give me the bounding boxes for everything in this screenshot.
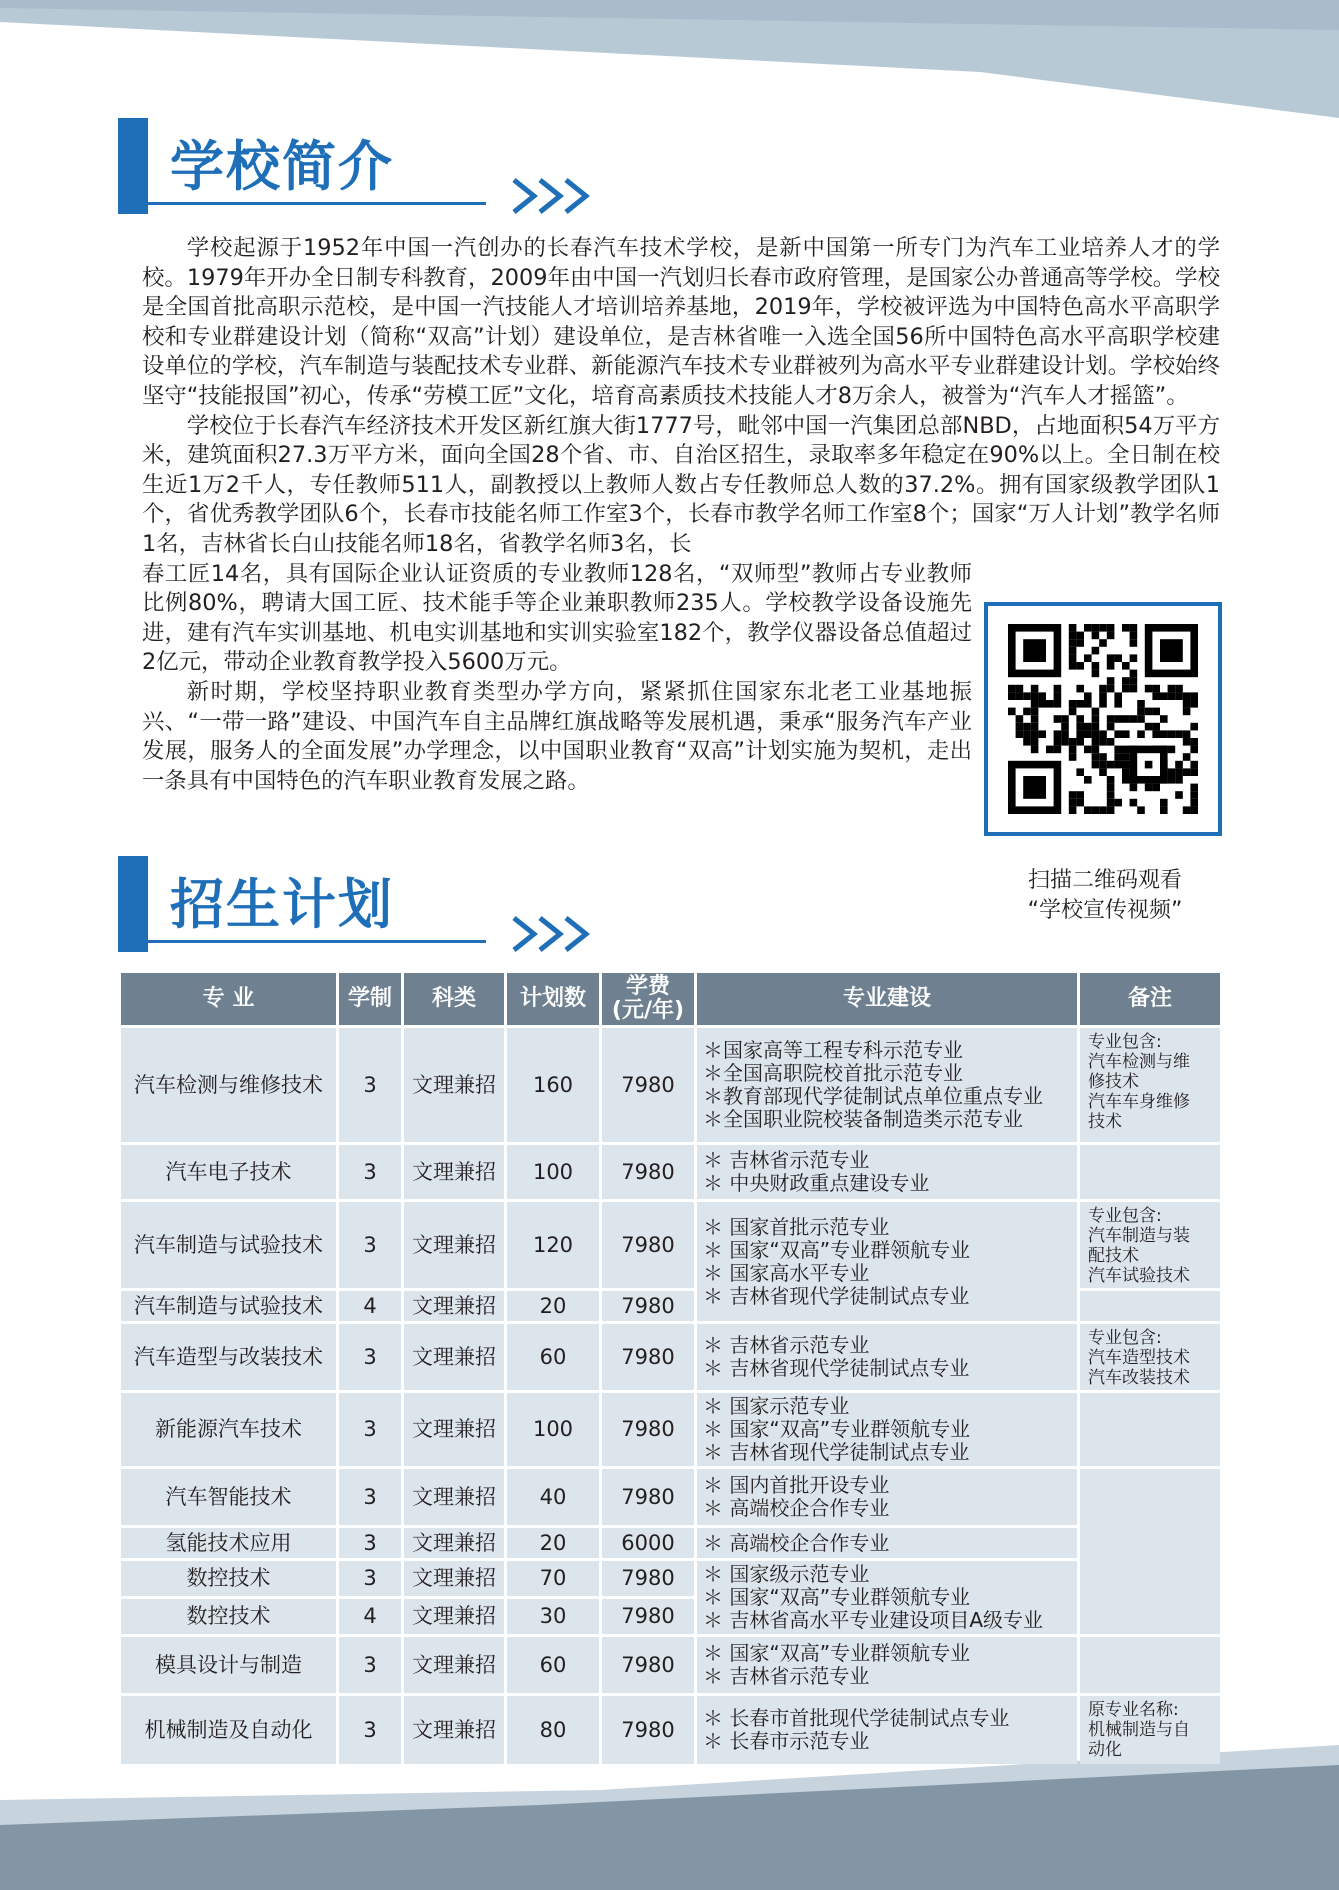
feature-item: ＊ 国家级示范专业	[703, 1562, 870, 1586]
cell-fee: 7980	[602, 1202, 694, 1288]
intro-paragraph-3: 新时期，学校坚持职业教育类型办学方向，紧紧抓住国家东北老工业基地振兴、“一带一路”建设、中国汽车自主品牌红旗战略等发展机遇，秉承“服务汽车产业发展，服务人的全面发展”办学理念，以中国职业教育“双高”计划实施为契机，走出一条具有中国特色的汽车职业教育发展之路。	[142, 678, 972, 794]
chevrons-icon	[394, 908, 614, 960]
feature-item: ＊ 吉林省现代学徒制试点专业	[703, 1440, 970, 1464]
section-bar	[118, 118, 148, 214]
feature-item: ＊国家高等工程专科示范专业	[703, 1038, 963, 1062]
table-row	[121, 1202, 1220, 1288]
section-title: 学校简介	[170, 135, 394, 198]
cell-construction	[697, 1528, 1077, 1558]
feature-item: ＊ 国家“双高”专业群领航专业	[703, 1585, 971, 1609]
cell-years: 3	[339, 1202, 401, 1288]
cell-major: 新能源汽车技术	[121, 1393, 336, 1466]
cell-major: 模具设计与制造	[121, 1637, 336, 1693]
cell-category: 文理兼招	[404, 1561, 504, 1596]
cell-category: 文理兼招	[404, 1637, 504, 1693]
cell-plan: 160	[507, 1028, 599, 1142]
table-row	[121, 1469, 1220, 1525]
cell-plan: 80	[507, 1696, 599, 1764]
cell-years: 3	[339, 1145, 401, 1199]
feature-item: ＊教育部现代学徒制试点单位重点专业	[703, 1084, 1043, 1108]
feature-item: ＊ 国家示范专业	[703, 1394, 850, 1418]
note-line: 修技术	[1088, 1072, 1139, 1092]
cell-notes	[1080, 1324, 1220, 1390]
cell-years: 3	[339, 1637, 401, 1693]
cell-fee: 7980	[602, 1637, 694, 1693]
cell-major: 汽车造型与改装技术	[121, 1324, 336, 1390]
feature-item: ＊ 国内首批开设专业	[703, 1473, 890, 1497]
cell-years: 3	[339, 1469, 401, 1525]
note-line: 汽车改装技术	[1088, 1368, 1190, 1388]
cell-category: 文理兼招	[404, 1145, 504, 1199]
note-line: 动化	[1088, 1740, 1122, 1760]
table-row	[121, 1145, 1220, 1199]
table-row	[121, 1696, 1220, 1764]
note-line: 汽车车身维修	[1088, 1092, 1190, 1112]
feature-item: ＊全国高职院校首批示范专业	[703, 1061, 963, 1085]
cell-construction	[697, 1637, 1077, 1693]
cell-fee: 7980	[602, 1291, 694, 1321]
cell-major: 汽车制造与试验技术	[121, 1202, 336, 1288]
qr-caption-line2: “学校宣传视频”	[1027, 898, 1183, 923]
note-line: 专业包含:	[1088, 1206, 1162, 1226]
header-major: 专 业	[121, 973, 336, 1025]
cell-category: 文理兼招	[404, 1599, 504, 1634]
cell-major: 机械制造及自动化	[121, 1696, 336, 1764]
feature-item: ＊ 长春市首批现代学徒制试点专业	[703, 1706, 1010, 1730]
feature-item: ＊全国职业院校装备制造类示范专业	[703, 1107, 1023, 1131]
table-row	[121, 1528, 1220, 1558]
qr-caption	[990, 866, 1220, 926]
feature-item: ＊ 长春市示范专业	[703, 1729, 870, 1753]
cell-fee: 7980	[602, 1028, 694, 1142]
cell-construction	[697, 1561, 1077, 1634]
feature-item: ＊ 国家首批示范专业	[703, 1214, 890, 1239]
table-row	[121, 1637, 1220, 1693]
cell-fee: 7980	[602, 1145, 694, 1199]
cell-years: 3	[339, 1528, 401, 1558]
intro-paragraph-2-cont: 春工匠14名，具有国际企业认证资质的专业教师128名，“双师型”教师占专业教师比例80%，聘请大国工匠、技术能手等企业兼职教师235人。学校教学设备设施先进，建有汽车实训基地、机电实训基地和实训实验室182个，教学仪器设备总值超过2亿元，带动企业教育教学投入5600万元。	[142, 560, 972, 676]
table-row	[121, 1028, 1220, 1142]
intro-paragraph-1	[142, 234, 1220, 412]
cell-fee: 7980	[602, 1561, 694, 1596]
cell-notes	[1080, 1028, 1220, 1142]
intro-narrow-block	[142, 560, 972, 797]
qr-code-frame[interactable]	[984, 602, 1222, 836]
cell-construction	[697, 1028, 1077, 1142]
cell-plan: 120	[507, 1202, 599, 1288]
cell-category: 文理兼招	[404, 1696, 504, 1764]
cell-years: 3	[339, 1324, 401, 1390]
note-line: 机械制造与自	[1088, 1720, 1190, 1740]
cell-plan: 30	[507, 1599, 599, 1634]
cell-plan: 20	[507, 1291, 599, 1321]
feature-item: ＊ 国家“双高”专业群领航专业	[703, 1417, 971, 1441]
cell-fee: 7980	[602, 1324, 694, 1390]
cell-notes	[1080, 1637, 1220, 1693]
enrollment-table	[118, 970, 1223, 1767]
cell-category: 文理兼招	[404, 1202, 504, 1288]
header-fee-line1: 学费	[625, 974, 670, 999]
cell-plan: 60	[507, 1324, 599, 1390]
cell-notes	[1080, 1202, 1220, 1288]
cell-major: 氢能技术应用	[121, 1528, 336, 1558]
cell-plan: 60	[507, 1637, 599, 1693]
cell-fee: 6000	[602, 1528, 694, 1558]
feature-item: ＊ 吉林省示范专业	[703, 1333, 870, 1357]
cell-construction	[697, 1696, 1077, 1764]
section-header-intro	[118, 118, 518, 218]
table-header-row	[121, 973, 1220, 1025]
cell-fee: 7980	[602, 1696, 694, 1764]
header-years: 学制	[339, 973, 401, 1025]
feature-item: ＊ 高端校企合作专业	[703, 1530, 890, 1555]
chevrons-icon	[394, 170, 614, 222]
note-line: 汽车检测与维	[1088, 1052, 1190, 1072]
cell-plan: 100	[507, 1393, 599, 1466]
table-row	[121, 1324, 1220, 1390]
cell-category: 文理兼招	[404, 1324, 504, 1390]
section-title: 招生计划	[170, 873, 394, 936]
note-line: 汽车试验技术	[1088, 1266, 1190, 1286]
cell-years: 3	[339, 1561, 401, 1596]
feature-item: ＊ 中央财政重点建设专业	[703, 1171, 930, 1195]
cell-category: 文理兼招	[404, 1528, 504, 1558]
feature-item: ＊ 高端校企合作专业	[703, 1496, 890, 1520]
feature-item: ＊ 国家“双高”专业群领航专业	[703, 1641, 971, 1665]
section-bar	[118, 856, 148, 952]
intro-paragraph-2: 学校位于长春汽车经济技术开发区新红旗大街1777号，毗邻中国一汽集团总部NBD，占地面积54万平方米，建筑面积27.3万平方米，面向全国28个省、市、自治区招生，录取率多年稳定在90%以上。全日制在校生近1万2千人，专任教师511人，副教授以上教师人数占专任教师总人数的37.2%。拥有国家级教学团队1个，省优秀教学团队6个，长春市技能名师工作室3个，长春市教学名师工作室8个；国家“万人计划”教学名师1名，吉林省长白山技能名师18名，省教学名师3名，长	[142, 412, 1220, 557]
header-category: 科类	[404, 973, 504, 1025]
note-line: 汽车造型技术	[1088, 1348, 1190, 1368]
cell-notes	[1080, 1696, 1220, 1764]
feature-item: ＊ 吉林省高水平专业建设项目A级专业	[703, 1608, 1044, 1632]
cell-major: 汽车制造与试验技术	[121, 1291, 336, 1321]
feature-item: ＊ 吉林省示范专业	[703, 1664, 870, 1688]
feature-item: ＊ 国家高水平专业	[703, 1260, 870, 1285]
qr-code-icon	[1006, 624, 1200, 814]
cell-major: 汽车检测与维修技术	[121, 1028, 336, 1142]
cell-plan: 100	[507, 1145, 599, 1199]
cell-category: 文理兼招	[404, 1028, 504, 1142]
qr-caption-line1: 扫描二维码观看	[1027, 868, 1182, 893]
cell-fee: 7980	[602, 1599, 694, 1634]
cell-plan: 40	[507, 1469, 599, 1525]
cell-construction	[697, 1145, 1077, 1199]
cell-years: 4	[339, 1599, 401, 1634]
header-fee	[602, 973, 694, 1025]
cell-category: 文理兼招	[404, 1393, 504, 1466]
cell-notes	[1080, 1469, 1220, 1634]
feature-item: ＊ 国家“双高”专业群领航专业	[703, 1237, 971, 1262]
cell-construction	[697, 1324, 1077, 1390]
cell-major: 汽车智能技术	[121, 1469, 336, 1525]
intro-p1-rest: 才的学校。1979年开办全日制专科教育，2009年由中国一汽划归长春市政府管理，是国家公办普通高等学校。学校是全国首批高职示范校，是中国一汽技能人才培训培养基地，2019年，学校被评选为中国特色高水平高职学校和专业群建设计划（简称“双高”计划）建设单位，是吉林省唯一入选全国56所中国特色高水平高职学校建设单位的学校，汽车制造与装配技术专业群、新能源汽车技术专业群被列为高水平专业群建设计划。学校始终坚守“技能报国”初心，传承“劳模工匠”文化，培育高素质技术技能人才8万余人，被誉为“汽车人才摇篮”。	[142, 235, 1221, 409]
cell-major: 汽车电子技术	[121, 1145, 336, 1199]
cell-years: 4	[339, 1291, 401, 1321]
cell-years: 3	[339, 1028, 401, 1142]
cell-major: 数控技术	[121, 1561, 336, 1596]
note-line: 配技术	[1088, 1246, 1139, 1266]
note-line: 原专业名称:	[1088, 1700, 1179, 1720]
cell-notes	[1080, 1145, 1220, 1199]
cell-category: 文理兼招	[404, 1469, 504, 1525]
cell-plan: 70	[507, 1561, 599, 1596]
bottom-banner-shape	[0, 1760, 1339, 1890]
note-line: 汽车制造与装	[1088, 1226, 1190, 1246]
cell-category: 文理兼招	[404, 1291, 504, 1321]
cell-construction	[697, 1202, 1077, 1321]
cell-construction	[697, 1469, 1077, 1525]
cell-years: 3	[339, 1696, 401, 1764]
table-row	[121, 1393, 1220, 1466]
feature-item: ＊ 吉林省示范专业	[703, 1148, 870, 1172]
cell-construction	[697, 1393, 1077, 1466]
cell-years: 3	[339, 1393, 401, 1466]
table-row	[121, 1561, 1220, 1596]
cell-notes	[1080, 1393, 1220, 1466]
cell-notes	[1080, 1291, 1220, 1321]
cell-plan: 20	[507, 1528, 599, 1558]
note-line: 专业包含:	[1088, 1328, 1162, 1348]
intro-p1-line1: 学校起源于1952年中国一汽创办的长春汽车技术学校，是新中国第一所专门为汽车工业培养人	[186, 235, 1152, 261]
header-notes: 备注	[1080, 973, 1220, 1025]
cell-fee: 7980	[602, 1393, 694, 1466]
note-line: 专业包含:	[1088, 1032, 1162, 1052]
note-line: 技术	[1088, 1112, 1122, 1132]
cell-major: 数控技术	[121, 1599, 336, 1634]
section-header-plan	[118, 856, 518, 956]
header-fee-line2: (元/年)	[611, 998, 685, 1023]
cell-fee: 7980	[602, 1469, 694, 1525]
feature-item: ＊ 吉林省现代学徒制试点专业	[703, 1283, 970, 1308]
feature-item: ＊ 吉林省现代学徒制试点专业	[703, 1356, 970, 1380]
header-plan: 计划数	[507, 973, 599, 1025]
header-construction: 专业建设	[697, 973, 1077, 1025]
